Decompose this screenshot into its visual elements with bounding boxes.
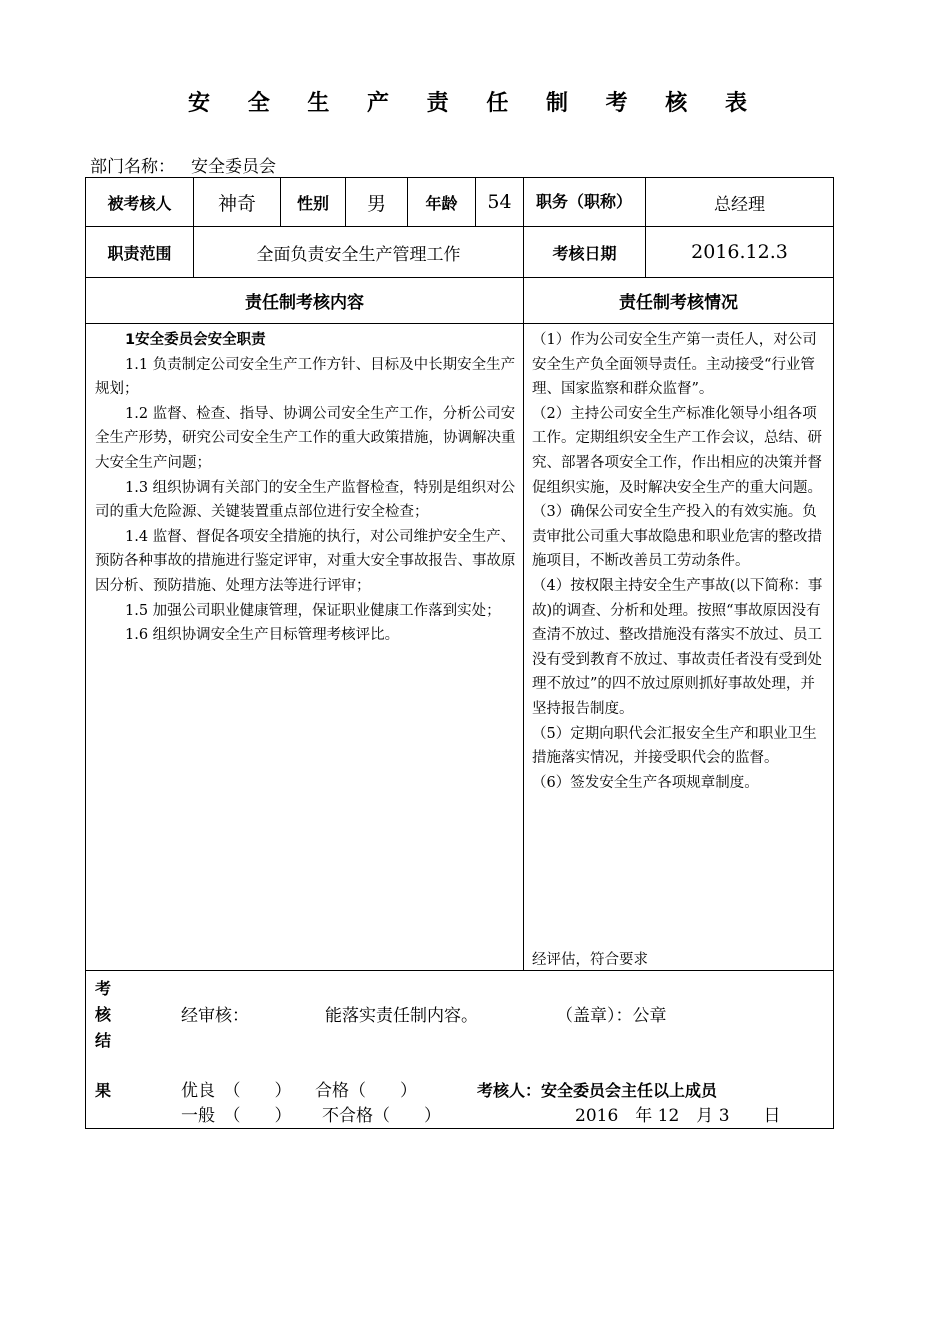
list-item: （2）主持公司安全生产标准化领导小组各项工作。定期组织安全生产工作会议，总结、研究、部署各项安全工作，作出相应的决策并督促组织实施，及时解决安全生产的重大问题。	[532, 405, 822, 496]
result-label-char: 考	[95, 979, 112, 998]
examinee-label: 被考核人	[107, 193, 172, 213]
position-label: 职务（职称）	[535, 192, 632, 211]
grade-pass: 合格（ ）	[315, 1081, 417, 1101]
position-value: 总经理	[714, 194, 765, 215]
seal-text: （盖章）：公章	[556, 1006, 667, 1026]
column-divider	[523, 277, 524, 971]
scope-label: 职责范围	[107, 243, 172, 263]
list-item: （4）按权限主持安全生产事故(以下简称：事故)的调查、分析和处理。按照“事故原因没有查清不放过、整改措施没有落实不放过、员工没有受到教育不放过、事故责任者没有受到处理不放过”的四不放过原则抓好事故处理，并坚持报告制度。	[532, 577, 823, 717]
page-title: 安 全 生 产 责 任 制 考 核 表	[188, 91, 762, 116]
examiner-value: 安全委员会主任以上成员	[541, 1081, 718, 1100]
scope-value: 全面负责安全生产管理工作	[256, 244, 461, 265]
result-date: 2016 年 12 月 3 日	[575, 1106, 781, 1126]
department-value: 安全委员会	[191, 157, 276, 177]
list-item: （5）定期向职代会汇报安全生产和职业卫生措施落实情况，并接受职代会的监督。	[532, 725, 817, 767]
result-label-char: 果	[95, 1081, 112, 1100]
column-divider	[523, 177, 524, 227]
grade-general: 一般 （ ）	[181, 1106, 292, 1126]
list-item: （6）签发安全生产各项规章制度。	[532, 774, 759, 791]
age-value: 54	[487, 191, 512, 213]
situation-header: 责任制考核情况	[619, 293, 738, 313]
date-value: 2016.12.3	[691, 241, 788, 263]
result-label-char: 结	[95, 1031, 112, 1050]
row-divider	[85, 970, 834, 971]
examiner-line	[477, 1078, 717, 1101]
age-label: 年龄	[425, 193, 458, 213]
row-divider	[85, 323, 834, 324]
department-line	[90, 152, 276, 177]
department-label: 部门名称：	[90, 157, 175, 177]
result-label-char: 核	[95, 1005, 112, 1024]
review-label: 经审核：	[181, 1006, 249, 1026]
responsibility-content	[95, 328, 516, 648]
content-header: 责任制考核内容	[245, 293, 364, 313]
list-item: 1.4 监督、督促各项安全措施的执行，对公司维护安全生产、预防各种事故的措施进行鉴定评审，对重大安全事故报告、事故原因分析、预防措施、处理方法等进行评审；	[95, 528, 516, 594]
list-item: （3）确保公司安全生产投入的有效实施。负责审批公司重大事故隐患和职业危害的整改措施项目，不断改善员工劳动条件。	[532, 504, 822, 570]
list-item: 1.2 监督、检查、指导、协调公司安全生产工作，分析公司安全生产形势，研究公司安全生产工作的重大政策措施，协调解决重大安全生产问题；	[95, 405, 516, 471]
responsibility-situation	[532, 328, 829, 795]
grade-excellent: 优良 （ ）	[181, 1081, 292, 1101]
examiner-label: 考核人：	[477, 1081, 542, 1100]
gender-label: 性别	[296, 193, 329, 213]
grade-fail: 不合格（ ）	[322, 1106, 441, 1126]
examinee-value: 神奇	[217, 192, 256, 215]
review-text: 能落实责任制内容。	[325, 1006, 478, 1026]
section-heading: 1安全委员会安全职责	[125, 332, 266, 348]
list-item: （1）作为公司安全生产第一责任人，对公司安全生产负全面领导责任。主动接受“行业管理、国家监察和群众监督”。	[532, 332, 817, 398]
list-item: 1.6 组织协调安全生产目标管理考核评比。	[125, 627, 400, 644]
gender-value: 男	[366, 192, 386, 215]
list-item: 1.3 组织协调有关部门的安全生产监督检查，特别是组织对公司的重大危险源、关键装置重点部位进行安全检查；	[95, 479, 516, 521]
list-item: 1.5 加强公司职业健康管理，保证职业健康工作落到实处；	[125, 602, 501, 619]
list-item: 1.1 负责制定公司安全生产工作方针、目标及中长期安全生产规划；	[95, 356, 516, 398]
date-label: 考核日期	[552, 243, 617, 263]
assessment-conclusion: 经评估，符合要求	[532, 952, 648, 968]
